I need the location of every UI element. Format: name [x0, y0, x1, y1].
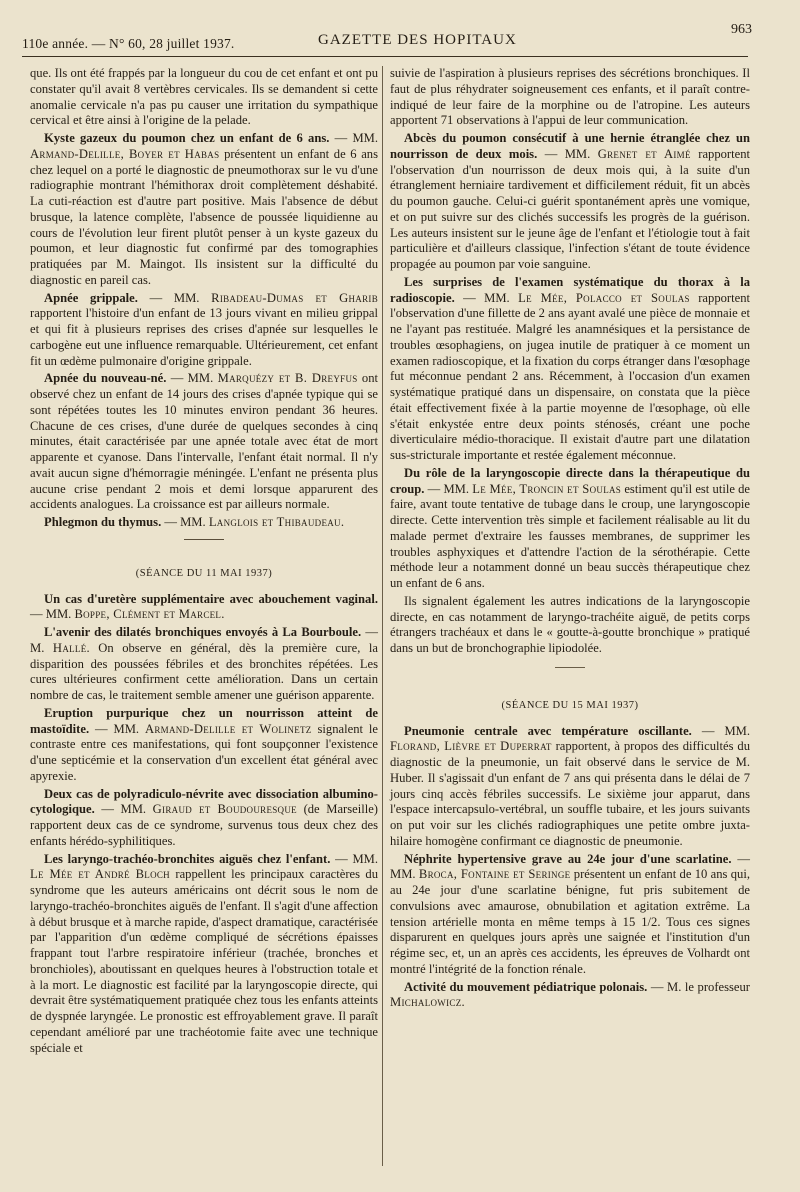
abstract-text: rapportent l'observation d'un nourrisson de deux mois qui, à la suite d'un étranglement herniaire tardivement et difficilement réduit, fit un abcès du poumon gauche. Celui-ci guérit spontanément après une vomique, et on put suivre sur des clichés successifs les progrès de la guérison. Les auteurs insistent sur le jeune âge de l'enfant et l'étiologie tout à fait particulière et d'ailleurs classique, l'infection s'étant de toute évidence propagée au poumon par voie sanguine. [390, 146, 751, 271]
section-rule [184, 539, 224, 540]
abstract-title: Pneumonie centrale avec température oscillante. [404, 723, 692, 738]
abstract: Néphrite hypertensive grave au 24e jour d'une scarlatine. — MM. Broca, Fontaine et Seringe présentent un enfant de 10 ans qui, au 24e jour d'une scarlatine bénigne, fut pris subitement de convulsions avec amaurose, obnubilation et agitation extrême. La tension artérielle monta en même temps à 15 1/2. Tous ces signes disparurent en quelques jours après une saignée et l'institution d'un régime sec, et, un an après ces accidents, les épreuves de Volhardt ont montré l'intégrité de la fonction rénale. [390, 851, 750, 976]
abstract: Eruption purpurique chez un nourrisson atteint de mastoïdite. — MM. Armand-Delille et Wolinetz signalent le contraste entre ces manifestations, qui font soupçonner l'existence d'une septicémie et la conservation d'un excellent état général avec apyrexie. [30, 705, 378, 783]
abstract: Les laryngo-trachéo-bronchites aiguës chez l'enfant. — MM. Le Mée et André Bloch rappellent les principaux caractères du syndrome que les auteurs américains ont décrit sous le nom de laryngo-trachéo-bronchites aiguës de l'enfant. Il s'agit d'une affection à début brusque et à marche rapide, d'aspect dramatique, caractérisée par l'apparition d'un œdème compliqué de sécrétions épaisses frappant tout l'arbre respiratoire inférieur (trachée, bronches et bronchioles), aboutissant en quelques heures à l'obstruction totale et à la mort. Le diagnostic est facilité par la laryngoscopie directe, qui devrait être systématiquement pratiquée chez tous les enfants atteints de dyspnée laryngée. Le pronostic est effroyablement grave. Il paraît cependant amélioré par une trachéotomie faite avec une technique spéciale et [30, 851, 378, 1055]
abstract-title: Deux cas de polyradiculo-névrite avec dissociation albumino-cytologique. [30, 786, 378, 817]
abstract-text: ont observé chez un enfant de 14 jours des crises d'apnée typique qui se sont répétées toutes les 10 minutes environ pendant 36 heures. Chacune de ces crises, d'une durée de quelques secondes à cinq minutes, était caractérisée par une apnée totale avec état de mort apparente et cyanose. Dans l'intervalle, l'enfant était normal. Il n'y avait aucun signe d'hémorragie méningée. L'enfant ne présenta plus aucune crise pendant 2 mois et demi lorsque apparurent des accidents analogues. La croissance est par ailleurs normale. [30, 371, 378, 512]
abstract-text: estiment qu'il est utile de faire, avant toute tentative de tubage dans le croup, une laryngoscopie directe. Cette intervention très simple et facilement réalisable au lit du malade permet d'extraire les fausses membranes, de supprimer les troubles asphyxiques et d'attendre l'action de la sérothérapie. Cette méthode leur a notamment donné un beau succès thérapeutique chez un enfant de 6 ans. [390, 481, 751, 590]
abstract-text: rappellent les principaux caractères du syndrome que les auteurs américains ont décrit sous le nom de laryngo-trachéo-bronchites aiguës de l'enfant. Il s'agit d'une affection à début brusque et à marche rapide, d'aspect dramatique, caractérisée par l'apparition d'un œdème compliqué de sécrétions épaisses frappant tout l'arbre respiratoire inférieur (trachée, bronches et bronchioles), aboutissant en quelques heures à l'obstruction totale et à la mort. Le diagnostic est facilité par la laryngoscopie directe, qui devrait être systématiquement pratiquée chez tous les enfants atteints de dyspnée laryngée. Le pronostic est effroyablement grave. Il paraît cependant amélioré par une trachéotomie faite avec une technique spéciale et [30, 867, 378, 1055]
abstract-authors: Giraud et Boudouresque [152, 802, 297, 817]
abstract-title: Un cas d'uretère supplémentaire avec abouchement vaginal. [44, 591, 378, 606]
header-rule [22, 56, 748, 57]
abstract-authors: Le Mée, Polacco et Soulas [518, 290, 690, 305]
abstract: Apnée du nouveau-né. — MM. Marquézy et B. Dreyfus ont observé chez un enfant de 14 jours des crises d'apnée typique qui se sont répétées toutes les 10 minutes environ pendant 36 heures. Chacune de ces crises, d'une durée de quelques secondes à cinq minutes, était caractérisée par une apnée totale avec état de mort apparente et cyanose. Dans l'intervalle, l'enfant était normal. Il n'y avait aucun signe d'hémorragie méningée. L'enfant ne présenta plus aucune crise pendant 2 mois et demi lorsque apparurent des accidents analogues. La croissance est par ailleurs normale. [30, 371, 378, 512]
abstract: L'avenir des dilatés bronchiques envoyés à La Bourboule. — M. Hallé. On observe en général, dès la première cure, la disparition des poussées fébriles et des bronchites répétées. Les cures ultérieures confirment cette amélioration. Dans un certain nombre de cas, le traitement semble amener une guérison apparente. [30, 625, 379, 702]
abstract-title: Néphrite hypertensive grave au 24e jour d'une scarlatine. [404, 851, 732, 866]
abstract-authors: Hallé [52, 640, 87, 655]
journal-title: GAZETTE DES HOPITAUX [318, 32, 517, 48]
right-column [390, 66, 750, 1013]
paragraph: suivie de l'aspiration à plusieurs reprises des sécrétions bronchiques. Il faut de plus réhydrater soigneusement ces enfants, et il paraît contre-indiqué de leur faire de la morphine ou de l'atropine. Les auteurs apportent 71 observations à l'appui de leur communication. [390, 66, 750, 128]
abstract-authors: Ribadeau-Dumas et Gharib [211, 290, 378, 305]
abstract-authors: Grenet et Aimé [597, 146, 691, 161]
paragraph: que. Ils ont été frappés par la longueur du cou de cet enfant et ont pu constater qu'il avait 8 vertèbres cervicales. Ils se demandent si cette anomalie cervicale n'a pas pu causer une irritation du sympathique cervical et être ainsi à l'origine de la pelade. [30, 66, 378, 128]
abstract-authors: Florand, Lièvre et Duperrat [390, 739, 552, 754]
paragraph: Ils signalent également les autres indications de la laryngoscopie directe, en cas notamment de laryngo-trachéite aiguë, de petits corps étrangers trachéaux et dans le « goutte-à-goutte bronchique » pratiqué dans un but de bronchographie lipiodolée. [390, 593, 750, 655]
abstract-authors: Armand-Delille, Boyer et Habas [30, 146, 220, 161]
column-divider [382, 66, 383, 1166]
abstract: Deux cas de polyradiculo-névrite avec dissociation albumino-cytologique. — MM. Giraud et Boudouresque (de Marseille) rapportent deux cas de ce syndrome, survenus tous deux chez des enfants hérédo-syphilitiques. [30, 786, 378, 848]
abstract-authors: Le Mée, Troncin et Soulas [472, 481, 622, 496]
abstract-title: Du rôle de la laryngoscopie directe dans la thérapeutique du croup. [390, 465, 750, 496]
left-column [30, 66, 378, 1058]
abstract: Apnée grippale. — MM. Ribadeau-Dumas et Gharib rapportent l'histoire d'un enfant de 13 jours vivant en milieu grippal et qui fit à plusieurs reprises des crises d'apnée sur lesquelles le carbogène eut une influence remarquable. Ultérieurement, cet enfant fit un œdème pulmonaire d'origine grippale. [30, 290, 378, 368]
abstract-title: Eruption purpurique chez un nourrisson atteint de mastoïdite. [30, 705, 378, 736]
abstract-text: présentent un enfant de 10 ans qui, au 24e jour d'une scarlatine bénigne, fut pris subitement de convulsions avec amaurose, obnubilation et agitation extrême. La tension artérielle monta en même temps à 15 1/2. Tous ces signes disparurent en quelques jours après une saignée et l'institution d'un régime sec, et, un an après ces accidents, les épreuves de Volhardt ont montré l'intégrité de la fonction rénale. [390, 867, 750, 976]
abstract-authors: Boppe, Clément et Marcel [74, 607, 222, 622]
abstract: Kyste gazeux du poumon chez un enfant de 6 ans. — MM. Armand-Delille, Boyer et Habas présentent un enfant de 6 ans chez lequel on a porté le diagnostic de pneumothorax sur le vu d'une radiographie montrant l'hémithorax droit complètement déshabité. La cuti-réaction est d'autre part positive. Mais l'absence de début brusque, la latence complète, l'absence de poussée liquidienne au cours de l'évolution leur firent plutôt penser à un kyste gazeux du poumon, et leur diagnostic fut confirmé par des tomographies pratiquées par M. Maingot. Ils insistent sur la difficulté du diagnostic en pareil cas. [30, 131, 379, 287]
abstract-title: Les laryngo-trachéo-bronchites aiguës chez l'enfant. [44, 851, 331, 866]
session-heading: (SÉANCE DU 11 MAI 1937) [135, 567, 273, 579]
abstract-prefix: M. le professeur [667, 979, 750, 994]
abstract: Pneumonie centrale avec température oscillante. — MM. Florand, Lièvre et Duperrat rapportent, à propos des difficultés du diagnostic de la pneumonie, un fait observé dans le service de M. Huber. Il s'agissait d'un enfant de 7 ans qui présenta dans le délai de 7 jours cinq accès fébriles successifs. Le sixième jour apparut, dans l'espace intercapsulo-vertébral, un souffle tubaire, et les jours suivants on put voir sur les clichés radiographiques une petite ombre juxta-hilaire homogène confirmant ce diagnostic de pneumonie. [390, 723, 751, 848]
issue-info: 110e année. — N° 60, 28 juillet 1937. [22, 36, 235, 51]
abstract: Les surprises de l'examen systématique du thorax à la radioscopie. — MM. Le Mée, Polacco et Soulas rapportent l'observation d'une fillette de 2 ans ayant avalé une pièce de monnaie et ne l'ayant pas restituée. Malgré les anamnésiques et la persistance de troubles œsophagiens, on jugea inutile de pratiquer à ce moment un examen radioscopique, et la fixation du corps étranger dans l'œsophage fut méconnue pendant 2 ans. Récemment, à l'occasion d'un examen systématique pratiqué dans un dispensaire, on constata que la pièce était effectivement fixée à la partie moyenne de l'œsophage, où elle s'était enkystée entre deux points sténosés, créant une poche diverticulaire médio-thoracique. Il existait d'autre part une dilatation sus-stricturale importante et restée également méconnue. [390, 274, 750, 462]
session-heading: (SÉANCE DU 15 MAI 1937) [501, 699, 639, 711]
abstract-authors: Marquézy et B. Dreyfus [217, 371, 358, 386]
abstract-authors: Langlois et Thibaudeau [208, 515, 341, 529]
abstract: Un cas d'uretère supplémentaire avec abouchement vaginal. — MM. Boppe, Clément et Marcel. [30, 591, 378, 622]
abstract-text: signalent le contraste entre ces manifestations, qui font soupçonner l'existence d'une septicémie et la conservation d'un excellent état général avec apyrexie. [30, 721, 378, 783]
abstract-authors: Michalowicz [390, 995, 462, 1010]
abstract-title: Phlegmon du thymus. [44, 515, 162, 529]
page-header [22, 22, 752, 54]
abstract-authors: Broca, Fontaine et Seringe [418, 867, 571, 882]
abstract-text: rapportent l'histoire d'un enfant de 13 jours vivant en milieu grippal et qui fit à plusieurs reprises des crises d'apnée sur lesquelles le carbogène eut une influence remarquable. Ultérieurement, cet enfant fit un œdème pulmonaire d'origine grippale. [30, 306, 378, 368]
abstract-text: rapportent, à propos des difficultés du diagnostic de la pneumonie, un fait observé dans le service de M. Huber. Il s'agissait d'un enfant de 7 ans qui présenta dans le délai de 7 jours cinq accès fébriles successifs. Le sixième jour apparut, dans l'espace intercapsulo-vertébral, un souffle tubaire, et les jours suivants on put voir sur les clichés radiographiques une petite ombre juxta-hilaire homogène confirmant ce diagnostic de pneumonie. [390, 739, 751, 848]
abstract-text: (de Marseille) rapportent deux cas de ce syndrome, survenus tous deux chez des enfants hérédo-syphilitiques. [30, 802, 378, 848]
abstract-title: Kyste gazeux du poumon chez un enfant de 6 ans. [44, 131, 330, 145]
abstract-authors: Le Mée et André Bloch [30, 867, 170, 882]
abstract: Abcès du poumon consécutif à une hernie étranglée chez un nourrisson de deux mois. — MM. Grenet et Aimé rapportent l'observation d'un nourrisson de deux mois qui, à la suite d'un étranglement herniaire tardivement et difficilement réduit, fit un abcès du poumon gauche. Celui-ci guérit spontanément après une vomique, et on put suivre sur des clichés successifs les progrès de la guérison. Les auteurs insistent sur le jeune âge de l'enfant et l'étiologie tout à fait particulière et d'ailleurs classique, l'infection s'étant de toute évidence propagée au poumon par voie sanguine. [390, 131, 751, 271]
abstract-title: Apnée grippale. [44, 290, 138, 305]
abstract-text: On observe en général, dès la première cure, la disparition des poussées fébriles et des bronchites répétées. Les cures ultérieures confirment cette amélioration. Dans un certain nombre de cas, le traitement semble amener une guérison apparente. [30, 640, 379, 702]
abstract: Du rôle de la laryngoscopie directe dans la thérapeutique du croup. — MM. Le Mée, Troncin et Soulas estiment qu'il est utile de faire, avant toute tentative de tubage dans le croup, une laryngoscopie directe. Cette intervention très simple et facilement réalisable au lit du malade permet d'extraire les fausses membranes, de supprimer les troubles asphyxiques et d'attendre l'action de la sérothérapie. Cette méthode leur a notamment donné un beau succès thérapeutique chez un enfant de 6 ans. [390, 465, 751, 590]
abstract-title: Apnée du nouveau-né. [44, 371, 167, 386]
section-rule [555, 667, 585, 668]
abstract: Activité du mouvement pédiatrique polonais. — M. le professeur Michalowicz. [390, 979, 750, 1010]
abstract-title: Activité du mouvement pédiatrique polonais. [404, 979, 648, 994]
abstract-title: Abcès du poumon consécutif à une hernie étranglée chez un nourrisson de deux mois. [390, 131, 750, 161]
abstract-text: présentent un enfant de 6 ans chez lequel on a porté le diagnostic de pneumothorax sur le vu d'une radiographie montrant l'hémithorax droit complètement déshabité. La cuti-réaction est d'autre part positive. Mais l'absence de début brusque, la latence complète, l'absence de poussée liquidienne au cours de l'évolution leur firent plutôt penser à un kyste gazeux du poumon, et leur diagnostic fut confirmé par des tomographies pratiquées par M. Maingot. Ils insistent sur la difficulté du diagnostic en pareil cas. [30, 146, 379, 287]
abstract-title: L'avenir des dilatés bronchiques envoyés à La Bourboule. [44, 625, 362, 639]
abstract-text: rapportent l'observation d'une fillette de 2 ans ayant avalé une pièce de monnaie et ne l'ayant pas restituée. Malgré les anamnésiques et la persistance de troubles œsophagiens, on jugea inutile de pratiquer à ce moment un examen radioscopique, et la fixation du corps étranger dans l'œsophage fut méconnue pendant 2 ans. Récemment, à l'occasion d'un examen systématique pratiqué dans un dispensaire, on constata que la pièce était effectivement fixée à la partie moyenne de l'œsophage, où elle s'était enkystée entre deux points sténosés, créant une poche diverticulaire médio-thoracique. Il existait d'autre part une dilatation sus-stricturale importante et restée également méconnue. [390, 290, 750, 462]
page-number: 963 [731, 22, 752, 37]
abstract-title: Les surprises de l'examen systématique du thorax à la radioscopie. [390, 274, 750, 305]
abstract-authors: Armand-Delille et Wolinetz [144, 721, 312, 736]
abstract: Phlegmon du thymus. — MM. Langlois et Thibaudeau. [44, 515, 345, 529]
